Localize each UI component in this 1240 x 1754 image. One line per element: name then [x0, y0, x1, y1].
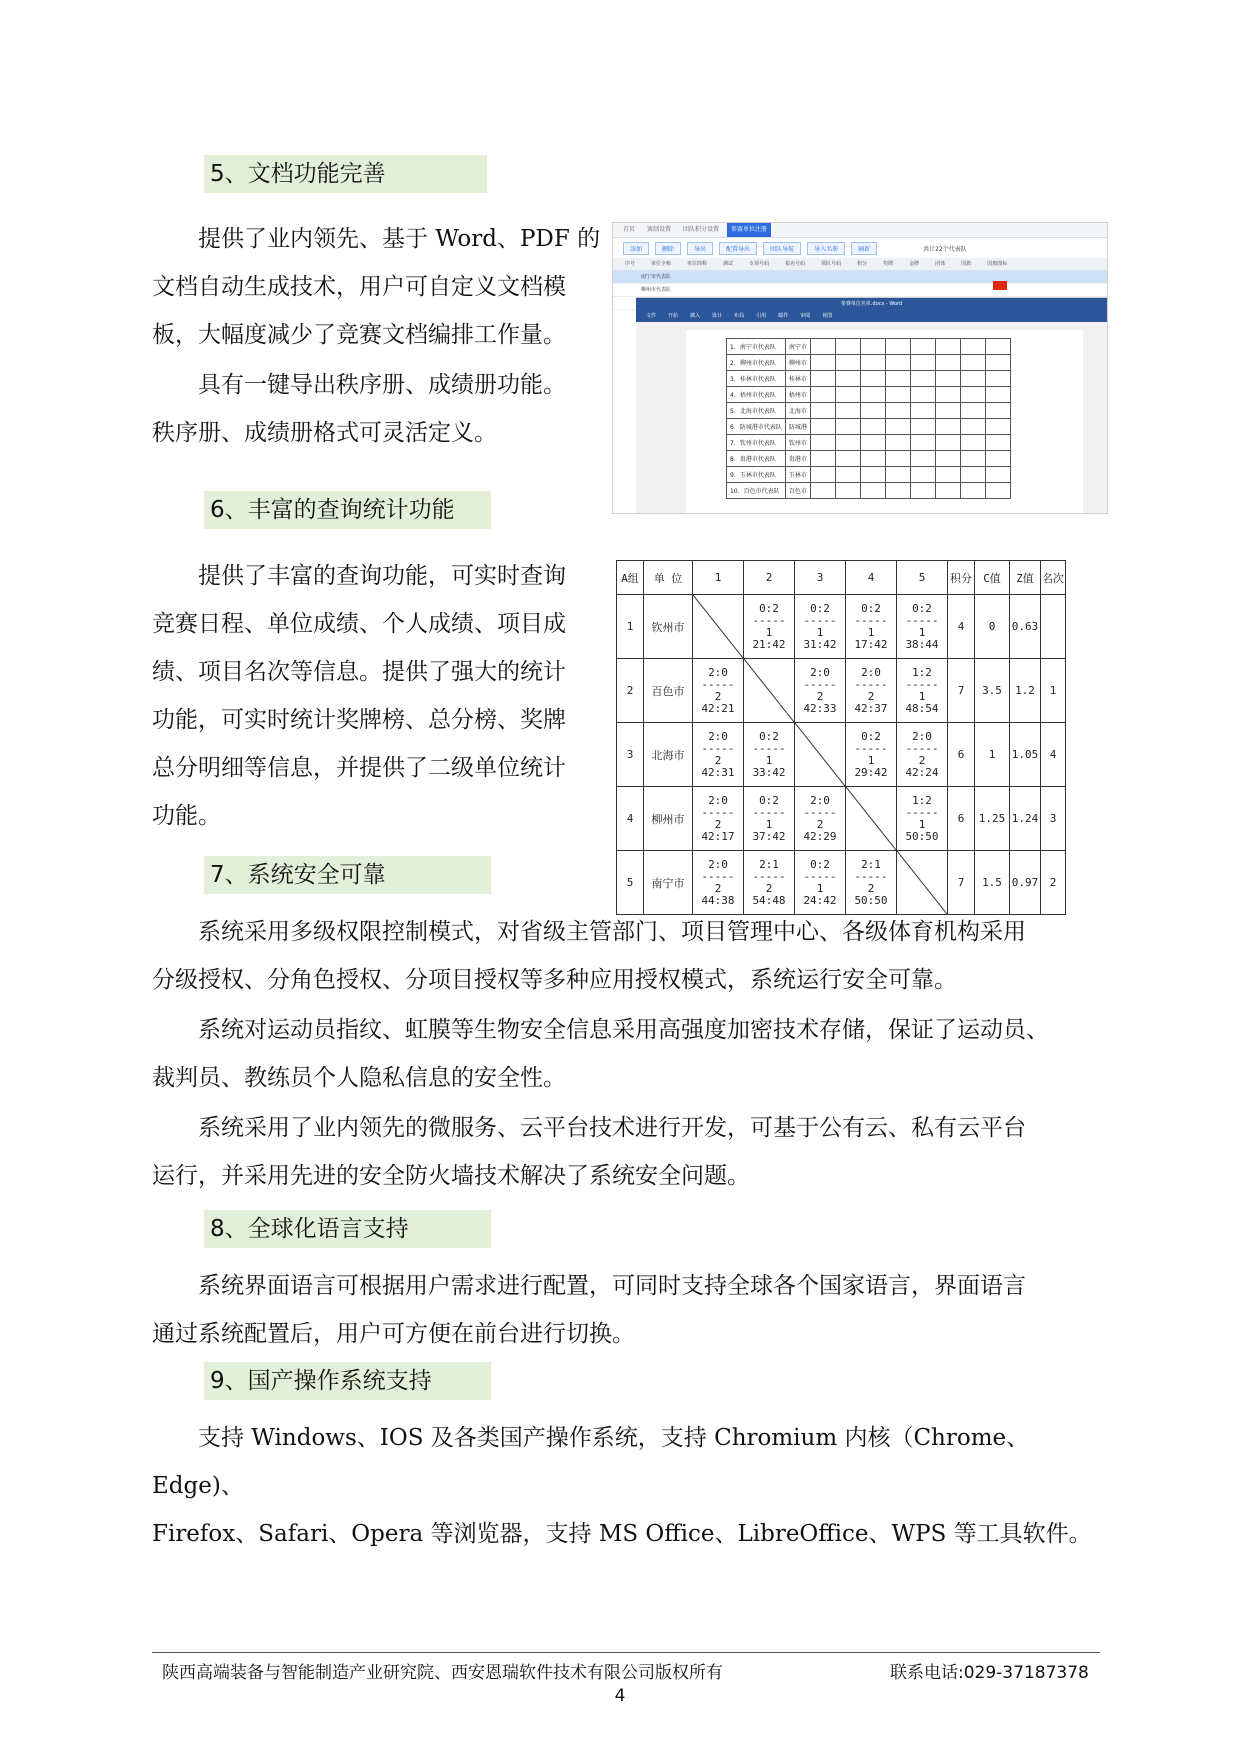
word-cell-empty [835, 419, 860, 435]
word-cell-empty [985, 355, 1010, 371]
ribbon-tab: 视图 [822, 313, 833, 319]
table-header-cell: A组 [617, 561, 644, 595]
table-header-cell: 2 [744, 561, 795, 595]
para-line: 功能，可实时统计奖牌榜、总分榜、奖牌 [152, 707, 566, 733]
para-line: 系统采用了业内领先的微服务、云平台技术进行开发，可基于公有云、私有云平台 [198, 1115, 1026, 1141]
grid-col: 测试 [723, 261, 734, 267]
section-7-body [152, 908, 1102, 1200]
para-line: 分级授权、分角色授权、分项目授权等多种应用授权模式，系统运行安全可靠。 [152, 967, 957, 993]
match-result-cell [846, 595, 897, 659]
word-cell-city: 桂林市 [785, 371, 810, 387]
word-cell-empty [960, 451, 985, 467]
word-cell-empty [960, 403, 985, 419]
word-cell-city: 柳州市 [785, 355, 810, 371]
c-value-cell: 1 [975, 723, 1010, 787]
table-row [617, 787, 1066, 851]
word-cell-empty [860, 467, 885, 483]
section-8-body [152, 1262, 1102, 1358]
word-cell-empty [810, 355, 835, 371]
match-result-cell [744, 595, 795, 659]
word-cell-empty [860, 371, 885, 387]
word-cell-city: 北海市 [785, 403, 810, 419]
grid-row [613, 284, 1107, 297]
toolbar-button: 添加 [623, 242, 649, 255]
unit-cell: 百色市 [644, 659, 693, 723]
word-cell-empty [910, 467, 935, 483]
match-result-cell [795, 787, 846, 851]
table-header-cell: 名次 [1041, 561, 1066, 595]
word-cell-empty [985, 483, 1010, 499]
tab: 首页 [623, 226, 636, 233]
section-9-heading: 9、国产操作系统支持 [204, 1362, 491, 1400]
grid-col: 单位简称 [687, 261, 708, 267]
match-result-cell [744, 723, 795, 787]
rank-cell: 2 [1041, 851, 1066, 915]
match-result-cell [897, 723, 948, 787]
word-cell-empty [910, 339, 935, 355]
word-cell-team: 7．钦州市代表队 [727, 435, 786, 451]
word-cell-empty [885, 451, 910, 467]
match-result-cell [693, 787, 744, 851]
word-cell-empty [835, 387, 860, 403]
word-cell-empty [835, 483, 860, 499]
round-robin-table [616, 560, 1066, 915]
match-result-cell [693, 723, 744, 787]
word-cell-city: 百色市 [785, 483, 810, 499]
match-result: 0:2 ----- 1 38:44 [905, 601, 939, 651]
word-cell-city: 防城港 [785, 419, 810, 435]
tab: 参赛单位注册 [727, 223, 771, 237]
ribbon-tab: 布局 [734, 313, 745, 319]
word-cell-empty [960, 483, 985, 499]
word-cell-empty [935, 339, 960, 355]
ribbon-tab: 插入 [690, 313, 701, 319]
ribbon-tab: 文件 [646, 313, 657, 319]
word-cell-empty [960, 435, 985, 451]
word-cell-empty [985, 403, 1010, 419]
word-cell-team: 5．北海市代表队 [727, 403, 786, 419]
z-value-cell: 1.2 [1010, 659, 1041, 723]
screenshot-tabs [613, 223, 1107, 238]
para-line: 系统界面语言可根据用户需求进行配置，可同时支持全球各个国家语言，界面语言 [198, 1273, 1026, 1299]
word-cell-empty [935, 403, 960, 419]
match-result: 2:0 ----- 2 42:31 [701, 729, 735, 779]
word-cell-empty [935, 419, 960, 435]
points-cell: 7 [948, 851, 975, 915]
c-value-cell: 1.25 [975, 787, 1010, 851]
word-cell-empty [860, 451, 885, 467]
word-cell-empty [885, 387, 910, 403]
word-window [636, 297, 1107, 514]
match-result-cell [846, 851, 897, 915]
word-cell-empty [910, 451, 935, 467]
para-line: 提供了丰富的查询功能，可实时查询 [198, 563, 566, 589]
match-result-cell [795, 659, 846, 723]
word-cell-team: 9．玉林市代表队 [727, 467, 786, 483]
word-cell-empty [810, 387, 835, 403]
match-result-cell [795, 595, 846, 659]
para-line: 系统采用多级权限控制模式，对省级主管部门、项目管理中心、各级体育机构采用 [198, 919, 1026, 945]
word-cell-empty [935, 451, 960, 467]
unit-cell: 柳州市 [644, 787, 693, 851]
page-number: 4 [614, 1686, 626, 1706]
grid-col: 奖牌 [883, 261, 894, 267]
diagonal-line [744, 659, 794, 722]
c-value-cell: 1.5 [975, 851, 1010, 915]
rank-cell: 3 [1041, 787, 1066, 851]
unit-cell: 北海市 [644, 723, 693, 787]
table-header-cell: 5 [897, 561, 948, 595]
grid-col: 国旗 [961, 261, 972, 267]
diagonal-cell [744, 659, 795, 723]
toolbar-button: 团队导航 [763, 242, 801, 255]
table-header-cell: 4 [846, 561, 897, 595]
word-cell-empty [960, 387, 985, 403]
diagonal-cell [693, 595, 744, 659]
points-cell: 4 [948, 595, 975, 659]
toolbar-button: 导出 [687, 242, 713, 255]
toolbar-button: 配置导出 [719, 242, 757, 255]
match-result: 2:0 ----- 2 42:37 [854, 665, 888, 715]
match-result: 0:2 ----- 1 33:42 [752, 729, 786, 779]
diagonal-cell [897, 851, 948, 915]
section-7-heading: 7、系统安全可靠 [204, 856, 491, 894]
word-table-row [727, 339, 1011, 355]
table-header-cell: 积分 [948, 561, 975, 595]
diagonal-cell [846, 787, 897, 851]
word-cell-city: 玉林市 [785, 467, 810, 483]
word-cell-empty [835, 467, 860, 483]
table-header-cell: C值 [975, 561, 1010, 595]
toolbar-button: 导入名册 [807, 242, 845, 255]
word-table-row [727, 467, 1011, 483]
c-value-cell: 3.5 [975, 659, 1010, 723]
match-result: 0:2 ----- 1 17:42 [854, 601, 888, 651]
table-row [617, 659, 1066, 723]
word-cell-team: 8．贵港市代表队 [727, 451, 786, 467]
match-result: 2:1 ----- 2 54:48 [752, 857, 786, 907]
ribbon-tab: 审阅 [800, 313, 811, 319]
word-cell-empty [860, 419, 885, 435]
match-result: 2:0 ----- 2 42:24 [905, 729, 939, 779]
word-cell-empty [885, 419, 910, 435]
para-line: 裁判员、教练员个人隐私信息的安全性。 [152, 1065, 566, 1091]
group-no-cell: 2 [617, 659, 644, 723]
word-cell-empty [910, 387, 935, 403]
section-6-body [152, 552, 602, 840]
word-cell-empty [860, 403, 885, 419]
match-result: 0:2 ----- 1 24:42 [803, 857, 837, 907]
match-result: 2:0 ----- 2 42:33 [803, 665, 837, 715]
section-8-heading: 8、全球化语言支持 [204, 1210, 491, 1248]
word-cell-empty [835, 355, 860, 371]
word-cell-team: 4．梧州市代表队 [727, 387, 786, 403]
match-result: 1:2 ----- 1 50:50 [905, 793, 939, 843]
word-cell-empty [885, 435, 910, 451]
word-cell-empty [985, 467, 1010, 483]
word-cell-team: 2．柳州市代表队 [727, 355, 786, 371]
rank-cell: 4 [1041, 723, 1066, 787]
para-line: 文档自动生成技术，用户可自定义文档模 [152, 274, 566, 300]
grid-col: 积分 [857, 261, 868, 267]
grid-col: 国旗图标 [987, 261, 1008, 267]
word-cell-city: 梧州市 [785, 387, 810, 403]
word-title: 参赛单位名单.docx - Word [636, 298, 1107, 310]
diagonal-line [795, 723, 845, 786]
tab: 赛制设置 [647, 226, 672, 233]
match-result-cell [744, 851, 795, 915]
match-result: 0:2 ----- 1 37:42 [752, 793, 786, 843]
para-line: 秩序册、成绩册格式可灵活定义。 [152, 420, 497, 446]
table-header-cell: 1 [693, 561, 744, 595]
grid-header [613, 258, 1107, 271]
diagonal-cell [795, 723, 846, 787]
match-result-cell [846, 723, 897, 787]
word-cell-empty [960, 355, 985, 371]
para-line: 提供了业内领先、基于 Word、PDF 的 [198, 226, 601, 252]
table-header-cell: Z值 [1010, 561, 1041, 595]
para-line: 板，大幅度减少了竞赛文档编排工作量。 [152, 322, 566, 348]
para-line: 竞赛日程、单位成绩、个人成绩、项目成 [152, 611, 566, 637]
word-cell-team: 1．南宁市代表队 [727, 339, 786, 355]
table-header-cell: 单 位 [644, 561, 693, 595]
group-no-cell: 3 [617, 723, 644, 787]
match-result-cell [693, 851, 744, 915]
tab: 团队积分设置 [683, 226, 720, 233]
footer-rule [152, 1652, 1100, 1653]
ribbon-tab: 设计 [712, 313, 723, 319]
diagonal-line [693, 595, 743, 658]
match-result-cell [846, 659, 897, 723]
match-result-cell [897, 595, 948, 659]
match-result-cell [795, 851, 846, 915]
word-cell-empty [960, 339, 985, 355]
match-result: 2:0 ----- 2 42:21 [701, 665, 735, 715]
match-result-cell [897, 659, 948, 723]
para-line: 具有一键导出秩序册、成绩册功能。 [198, 372, 566, 398]
rank-cell [1041, 595, 1066, 659]
word-cell-empty [885, 403, 910, 419]
ribbon-tab: 开始 [668, 313, 679, 319]
grid-row [613, 271, 1107, 284]
word-cell-empty [810, 451, 835, 467]
word-table-row [727, 387, 1011, 403]
toolbar-button: 删除 [655, 242, 681, 255]
unit-cell: 钦州市 [644, 595, 693, 659]
word-cell-empty [860, 387, 885, 403]
word-table-row [727, 451, 1011, 467]
match-result: 0:2 ----- 1 31:42 [803, 601, 837, 651]
para-line: 功能。 [152, 803, 221, 829]
word-cell-empty [860, 483, 885, 499]
word-cell-empty [860, 435, 885, 451]
word-cell-empty [885, 371, 910, 387]
points-cell: 6 [948, 723, 975, 787]
word-cell-empty [835, 435, 860, 451]
word-cell-empty [910, 355, 935, 371]
z-value-cell: 0.63 [1010, 595, 1041, 659]
word-cell-empty [960, 419, 985, 435]
word-cell-city: 钦州市 [785, 435, 810, 451]
word-cell-empty [835, 371, 860, 387]
word-table-row [727, 435, 1011, 451]
word-cell-empty [885, 467, 910, 483]
china-flag-icon [993, 281, 1007, 290]
word-table-row [727, 403, 1011, 419]
word-page [686, 330, 1083, 514]
screenshot-toolbar [613, 238, 1107, 258]
word-cell-empty [960, 467, 985, 483]
word-cell-city: 贵港市 [785, 451, 810, 467]
word-cell-empty [885, 355, 910, 371]
match-result: 2:1 ----- 2 50:50 [854, 857, 888, 907]
word-cell-empty [985, 419, 1010, 435]
word-cell-empty [810, 467, 835, 483]
grid-col: 单位全称 [651, 261, 672, 267]
table-row [617, 595, 1066, 659]
para-line: 通过系统配置后，用户可方便在前台进行切换。 [152, 1321, 635, 1347]
word-cell-team: 3．桂林市代表队 [727, 371, 786, 387]
word-cell-empty [935, 483, 960, 499]
table-header-row [617, 561, 1066, 595]
grid-col: 报名号码 [785, 261, 806, 267]
word-table-row [727, 419, 1011, 435]
match-result: 0:2 ----- 1 21:42 [752, 601, 786, 651]
word-cell-empty [810, 483, 835, 499]
para-line: 系统对运动员指纹、虹膜等生物安全信息采用高强度加密技术存储，保证了运动员、 [198, 1017, 1049, 1043]
word-cell-empty [910, 419, 935, 435]
grid-col: 序号 [625, 261, 636, 267]
word-table [726, 338, 1011, 499]
section-5-body [152, 215, 602, 457]
word-cell-empty [835, 403, 860, 419]
word-cell-empty [860, 339, 885, 355]
team-count: 共计22个代表队 [923, 245, 967, 253]
word-cell-empty [910, 371, 935, 387]
word-cell-empty [935, 435, 960, 451]
word-cell-empty [910, 483, 935, 499]
word-cell-empty [810, 435, 835, 451]
word-table-row [727, 355, 1011, 371]
word-cell-empty [810, 371, 835, 387]
match-result-cell [744, 787, 795, 851]
match-result: 2:0 ----- 2 42:29 [803, 793, 837, 843]
word-cell-empty [810, 339, 835, 355]
table-row [617, 851, 1066, 915]
match-result: 2:0 ----- 2 42:17 [701, 793, 735, 843]
z-value-cell: 1.05 [1010, 723, 1041, 787]
grid-col: 团体 [935, 261, 946, 267]
section-5-heading: 5、文档功能完善 [204, 155, 487, 193]
word-cell-empty [935, 355, 960, 371]
word-table-row [727, 483, 1011, 499]
para-line: 支持 Windows、IOS 及各类国产操作系统，支持 Chromium 内核（Chrome、Edge)、 [152, 1425, 1030, 1499]
word-cell-empty [910, 403, 935, 419]
c-value-cell: 0 [975, 595, 1010, 659]
word-cell-city: 南宁市 [785, 339, 810, 355]
word-cell-empty [860, 355, 885, 371]
grid-col: 专项号码 [749, 261, 770, 267]
word-cell-empty [935, 387, 960, 403]
grid-cell: 南宁市代表队 [641, 274, 672, 280]
grid-col: 金牌 [909, 261, 920, 267]
para-line: 运行，并采用先进的安全防火墙技术解决了系统安全问题。 [152, 1163, 750, 1189]
match-result: 2:0 ----- 2 44:38 [701, 857, 735, 907]
z-value-cell: 0.97 [1010, 851, 1041, 915]
word-cell-empty [960, 371, 985, 387]
word-cell-empty [985, 371, 1010, 387]
word-cell-empty [885, 339, 910, 355]
software-screenshot [612, 222, 1108, 514]
word-cell-empty [835, 451, 860, 467]
group-no-cell: 5 [617, 851, 644, 915]
section-9-body [152, 1414, 1112, 1558]
diagonal-line [846, 787, 896, 850]
word-cell-empty [835, 339, 860, 355]
footer-copyright: 陕西高端装备与智能制造产业研究院、西安恩瑞软件技术有限公司版权所有 [162, 1663, 723, 1683]
table-row [617, 723, 1066, 787]
ribbon-tab: 引用 [756, 313, 767, 319]
word-cell-empty [810, 419, 835, 435]
word-cell-team: 10．百色市代表队 [727, 483, 786, 499]
para-line: 总分明细等信息，并提供了二级单位统计 [152, 755, 566, 781]
word-cell-empty [935, 467, 960, 483]
word-cell-empty [810, 403, 835, 419]
rank-cell: 1 [1041, 659, 1066, 723]
footer-phone: 联系电话:029-37187378 [890, 1663, 1089, 1683]
word-cell-team: 6．防城港市代表队 [727, 419, 786, 435]
toolbar-button: 刷新 [851, 242, 877, 255]
word-ribbon [636, 310, 1107, 322]
points-cell: 6 [948, 787, 975, 851]
match-result: 0:2 ----- 1 29:42 [854, 729, 888, 779]
grid-col: 领队号码 [821, 261, 842, 267]
match-result-cell [897, 787, 948, 851]
match-result: 1:2 ----- 1 48:54 [905, 665, 939, 715]
word-cell-empty [910, 435, 935, 451]
word-cell-empty [885, 483, 910, 499]
word-body [636, 322, 1107, 514]
ribbon-tab: 邮件 [778, 313, 789, 319]
diagonal-line [897, 851, 947, 914]
group-no-cell: 4 [617, 787, 644, 851]
para-line: 绩、项目名次等信息。提供了强大的统计 [152, 659, 566, 685]
word-cell-empty [985, 339, 1010, 355]
word-cell-empty [935, 371, 960, 387]
group-no-cell: 1 [617, 595, 644, 659]
section-6-heading: 6、丰富的查询统计功能 [204, 491, 491, 529]
points-cell: 7 [948, 659, 975, 723]
unit-cell: 南宁市 [644, 851, 693, 915]
para-line: Firefox、Safari、Opera 等浏览器，支持 MS Office、LibreOffice、WPS 等工具软件。 [152, 1521, 1092, 1547]
word-table-row [727, 371, 1011, 387]
match-result-cell [693, 659, 744, 723]
word-cell-empty [985, 435, 1010, 451]
z-value-cell: 1.24 [1010, 787, 1041, 851]
grid-cell: 柳州市代表队 [641, 287, 672, 293]
word-cell-empty [985, 387, 1010, 403]
table-header-cell: 3 [795, 561, 846, 595]
word-cell-empty [985, 451, 1010, 467]
